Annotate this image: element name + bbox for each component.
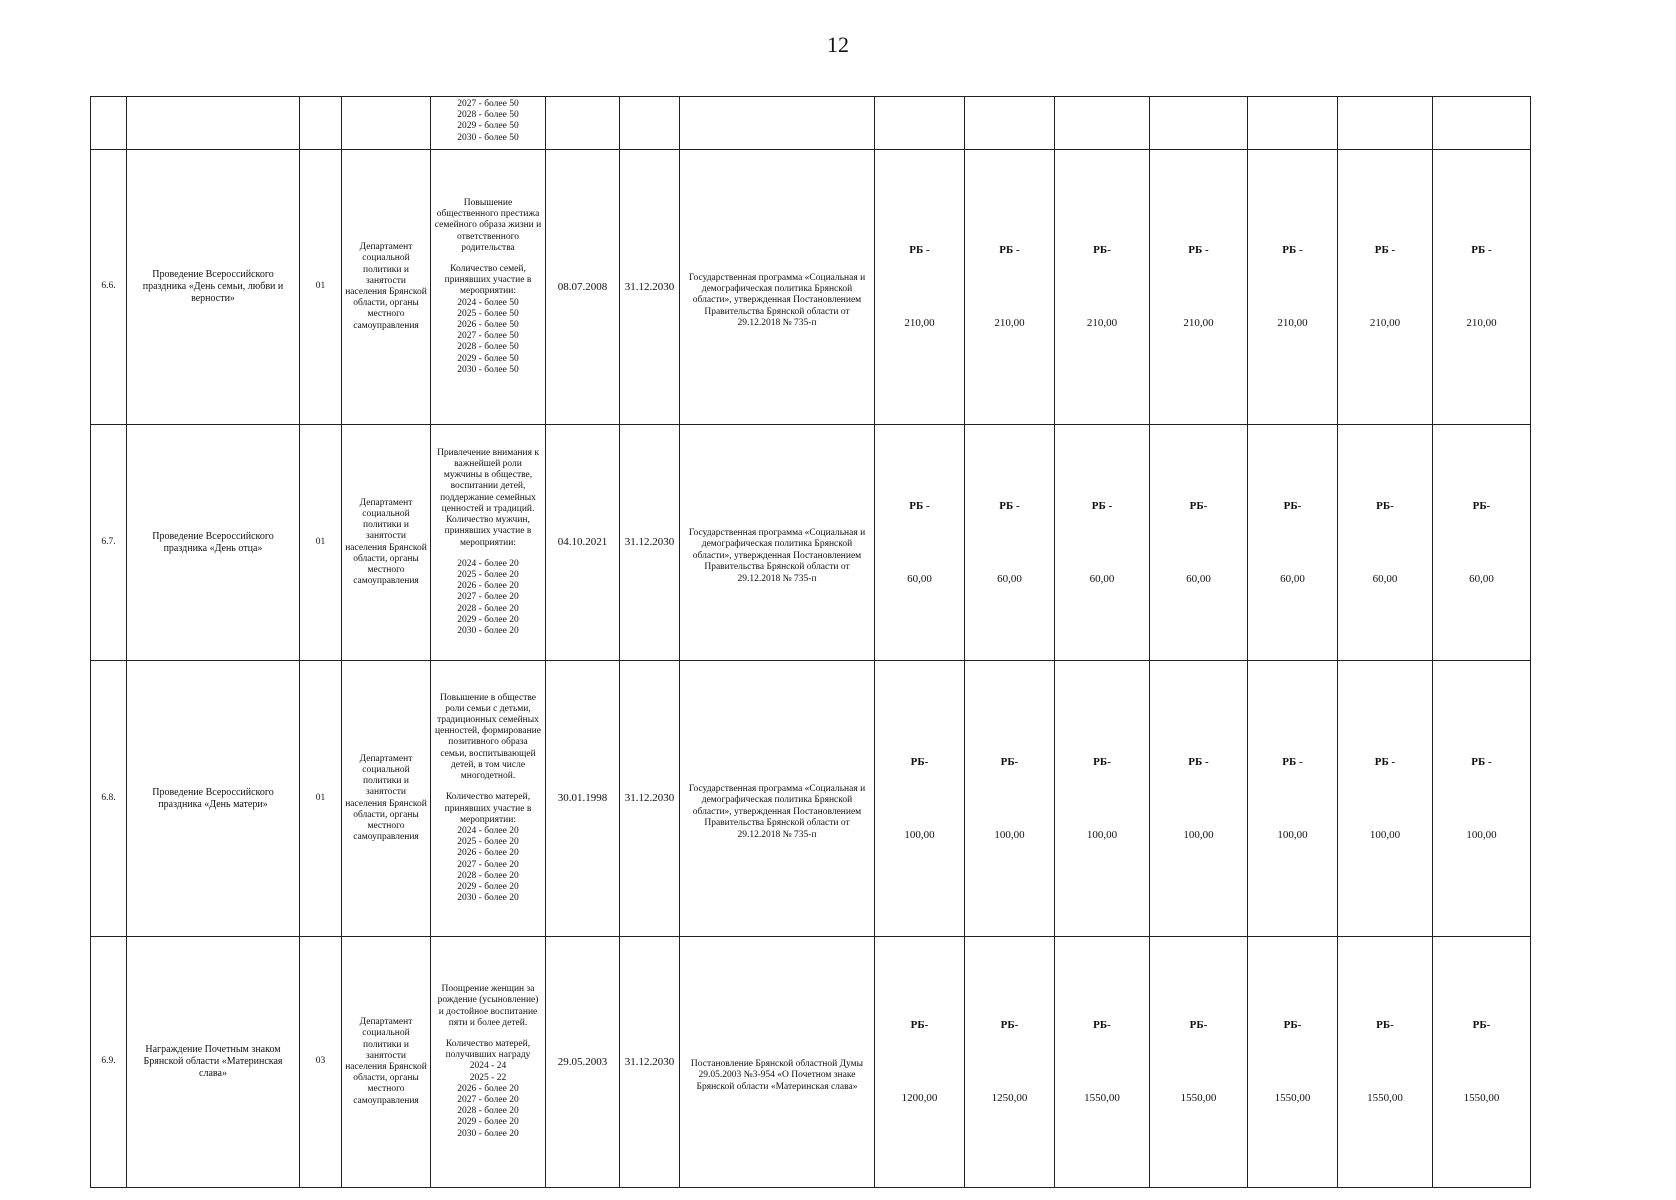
indicator-line: 2028 - более 50 [457,342,519,353]
indicator-line: 2028 - более 50 [457,110,519,121]
indicator-line: 2026 - более 20 [457,848,519,859]
indicator-line: 2028 - более 20 [457,1106,519,1117]
funding-amount: 100,00 [1183,828,1214,841]
cell-empty [1338,97,1433,150]
table-body [91,97,1531,1188]
indicator-block [434,792,542,904]
funding-amount: 1550,00 [1084,1092,1120,1104]
cell-empty [620,97,680,150]
funding-cell [1433,425,1531,661]
funding-source: РБ - [909,499,930,512]
executor: Департамент социальной политики и занятости населения Брянской области, органы местного самоуправления [342,661,431,937]
funding-source: РБ - [999,499,1020,512]
funding-amount: 60,00 [907,572,932,585]
funding-source: РБ- [1000,1019,1019,1032]
indicator-line: 2027 - более 20 [457,592,519,603]
funding-cell [1055,937,1150,1188]
cell-empty [342,97,431,150]
funding-source: РБ - [1374,244,1396,257]
measure-name: Проведение Всероссийского праздника «День отца» [127,425,300,661]
funding-source: РБ - [1471,244,1492,257]
cell-empty [127,97,300,150]
funding-cell [1248,661,1338,937]
end-date: 31.12.2030 [620,661,680,937]
funding-source: РБ- [1189,1019,1208,1032]
indicator-block [434,559,542,637]
continuation-row [91,97,1531,150]
funding-amount: 60,00 [1372,572,1398,585]
funding-source: РБ - [1471,755,1492,768]
continuation-indicator-cell [431,97,546,150]
funding-source: РБ- [1093,755,1111,768]
funding-cell [1150,425,1248,661]
funding-cell [965,425,1055,661]
indicator-line: 2030 - более 20 [457,1128,519,1139]
funding-source: РБ - [1091,499,1113,512]
funding-source: РБ- [1283,499,1302,512]
funding-source: РБ - [1282,244,1303,257]
indicator-line: 2029 - более 50 [457,121,519,132]
indicator-line: 2025 - 22 [469,1072,507,1083]
funding-amount: 60,00 [997,572,1022,585]
row-code: 03 [300,937,342,1188]
table-row [91,661,1531,937]
indicator-line: 2027 - более 20 [457,1095,519,1105]
funding-amount: 210,00 [1369,317,1401,329]
indicator-line: 2024 - более 50 [457,297,519,308]
start-date: 04.10.2021 [546,425,620,661]
funding-amount: 210,00 [1277,317,1308,329]
funding-source: РБ - [909,244,930,257]
funding-amount: 100,00 [1369,828,1401,841]
end-date: 31.12.2030 [620,150,680,425]
funding-amount: 60,00 [1469,572,1494,585]
indicator-line: 2029 - более 20 [457,614,519,625]
indicator-line: Количество семей, принявших участие в мероприятии: [444,263,532,297]
funding-source: РБ - [1188,755,1209,768]
funding-cell [1338,425,1433,661]
indicator-line: 2024 - 24 [469,1061,507,1072]
goal-indicator-cell [431,150,546,425]
indicator-block [434,1039,542,1140]
cell-empty [965,97,1055,150]
indicator-line: Количество матерей, принявших участие в мероприятии: [444,792,532,825]
indicator-line: 2029 - более 20 [457,881,519,892]
indicator-line: 2026 - более 50 [457,320,519,330]
goal-indicator-cell [431,425,546,661]
funding-amount: 210,00 [1183,317,1214,329]
funding-amount: 210,00 [904,317,935,329]
indicator-line: 2028 - более 20 [457,603,519,614]
funding-cell [965,150,1055,425]
funding-cell [1338,150,1433,425]
indicator-line: 2028 - более 20 [457,870,519,881]
funding-cell [875,661,965,937]
indicator-line: 2027 - более 50 [457,99,519,109]
table-row [91,150,1531,425]
cell-empty [1055,97,1150,150]
funding-amount: 1250,00 [991,1092,1028,1104]
indicator-line: 2030 - более 20 [457,625,519,636]
funding-cell [1338,937,1433,1188]
executor: Департамент социальной политики и занятости населения Брянской области, органы местного самоуправления [342,425,431,661]
funding-source: РБ- [910,1019,929,1032]
funding-amount: 100,00 [904,828,935,841]
funding-cell [1433,661,1531,937]
funding-amount: 210,00 [1086,317,1118,329]
goal-text: Повышение общественного престижа семейного образа жизни и ответственного родительства [434,197,542,253]
indicator-line: 2026 - более 20 [457,1083,519,1094]
funding-cell [1433,937,1531,1188]
cell-empty [546,97,620,150]
cell-empty [1248,97,1338,150]
funding-source: РБ- [1376,1019,1394,1032]
cell-empty [1150,97,1248,150]
cell-empty [1433,97,1531,150]
funding-source: РБ- [910,755,929,768]
measure-name: Проведение Всероссийского праздника «День матери» [127,661,300,937]
funding-cell [1055,425,1150,661]
funding-amount: 60,00 [1280,572,1305,585]
funding-amount: 100,00 [1466,828,1497,841]
indicator-line: 2024 - более 20 [457,825,519,836]
indicator-line: 2025 - более 20 [457,569,519,580]
table-row [91,937,1531,1188]
table-row [91,425,1531,661]
funding-source: РБ- [1283,1019,1302,1032]
program-basis: Государственная программа «Социальная и демографическая политика Брянской области», утвержденная Постановлением Правительства Брянской области от 29.12.2018 № 735-п [680,425,875,661]
indicator-line: 2030 - более 50 [457,364,519,375]
start-date: 29.05.2003 [546,937,620,1188]
funding-amount: 1550,00 [1367,1092,1403,1104]
funding-cell [875,937,965,1188]
funding-cell [965,661,1055,937]
funding-amount: 60,00 [1089,572,1115,585]
measure-name: Награждение Почетным знаком Брянской области «Материнская слава» [127,937,300,1188]
funding-amount: 1550,00 [1463,1092,1500,1104]
goal-indicator-cell [431,661,546,937]
cell-empty [875,97,965,150]
end-date: 31.12.2030 [620,937,680,1188]
funding-source: РБ- [1000,755,1019,768]
indicator-line: Количество матерей, получивших награду [445,1038,531,1061]
funding-amount: 210,00 [994,317,1025,329]
indicator-line: 2030 - более 50 [457,132,519,143]
funding-amount: 1550,00 [1274,1092,1311,1104]
goal-text: Привлечение внимания к важнейшей роли мужчины в обществе, воспитании детей, поддержание семейных ценностей и традиций. Количество мужчин, принявших участие в мероприятии: [437,447,539,548]
goal-indicator-cell [431,937,546,1188]
funding-amount: 1550,00 [1180,1092,1217,1104]
funding-amount: 100,00 [1086,828,1118,841]
funding-source: РБ- [1093,244,1111,257]
indicator-line: 2026 - более 20 [457,581,519,592]
funding-amount: 100,00 [994,828,1025,841]
start-date: 30.01.1998 [546,661,620,937]
row-number: 6.7. [91,425,127,661]
indicator-line: 2029 - более 20 [457,1117,519,1128]
indicator-line: 2030 - более 20 [457,893,519,904]
cell-empty [680,97,875,150]
funding-cell [1150,661,1248,937]
funding-amount: 100,00 [1277,828,1308,841]
page-number: 12 [827,32,849,57]
start-date: 08.07.2008 [546,150,620,425]
funding-source: РБ - [999,244,1020,257]
goal-text: Поощрение женщин за рождение (усыновление) и достойное воспитание пяти и более детей. [437,984,539,1028]
funding-cell [1150,937,1248,1188]
row-code: 01 [300,661,342,937]
measure-name: Проведение Всероссийского праздника «День семьи, любви и верности» [127,150,300,425]
executor: Департамент социальной политики и занятости населения Брянской области, органы местного самоуправления [342,150,431,425]
funding-cell [1055,150,1150,425]
goal-text: Повышение в обществе роли семьи с детьми, традиционных семейных ценностей, формирование позитивного образа семьи, воспитывающей детей, в том числе многодетной. [435,692,541,782]
funding-cell [1248,150,1338,425]
funding-amount: 210,00 [1466,317,1497,329]
indicator-line: 2024 - более 20 [457,558,519,569]
funding-amount: 60,00 [1186,572,1211,585]
funding-cell [1150,150,1248,425]
indicator-line: 2027 - более 50 [457,331,519,342]
indicator-block [434,264,542,376]
funding-cell [1055,661,1150,937]
cell-empty [91,97,127,150]
funding-source: РБ- [1376,499,1394,512]
funding-cell [1248,937,1338,1188]
funding-source: РБ - [1282,755,1303,768]
funding-source: РБ - [1188,244,1209,257]
funding-source: РБ- [1472,1019,1491,1032]
row-code: 01 [300,150,342,425]
program-basis: Государственная программа «Социальная и демографическая политика Брянской области», утвержденная Постановлением Правительства Брянской области от 29.12.2018 № 735-п [680,661,875,937]
funding-source: РБ- [1472,499,1491,512]
end-date: 31.12.2030 [620,425,680,661]
indicator-line: 2027 - более 20 [457,859,519,870]
funding-cell [875,425,965,661]
program-basis: Постановление Брянской областной Думы 29.05.2003 №3-954 «О Почетном знаке Брянской области «Материнская слава» [680,937,875,1188]
program-basis: Государственная программа «Социальная и демографическая политика Брянской области», утвержденная Постановлением Правительства Брянской области от 29.12.2018 № 735-п [680,150,875,425]
indicator-line: 2025 - более 20 [457,837,519,848]
funding-cell [875,150,965,425]
funding-source: РБ- [1189,499,1208,512]
funding-amount: 1200,00 [901,1092,938,1104]
row-number: 6.9. [91,937,127,1188]
measures-table [90,96,1531,1188]
funding-cell [965,937,1055,1188]
funding-cell [1248,425,1338,661]
funding-cell [1338,661,1433,937]
funding-source: РБ - [1374,755,1396,768]
row-number: 6.8. [91,661,127,937]
executor: Департамент социальной политики и занятости населения Брянской области, органы местного самоуправления [342,937,431,1188]
row-number: 6.6. [91,150,127,425]
funding-source: РБ- [1093,1019,1111,1032]
funding-cell [1433,150,1531,425]
indicator-line: 2025 - более 50 [457,308,519,319]
cell-empty [300,97,342,150]
indicator-line: 2029 - более 50 [457,353,519,364]
row-code: 01 [300,425,342,661]
